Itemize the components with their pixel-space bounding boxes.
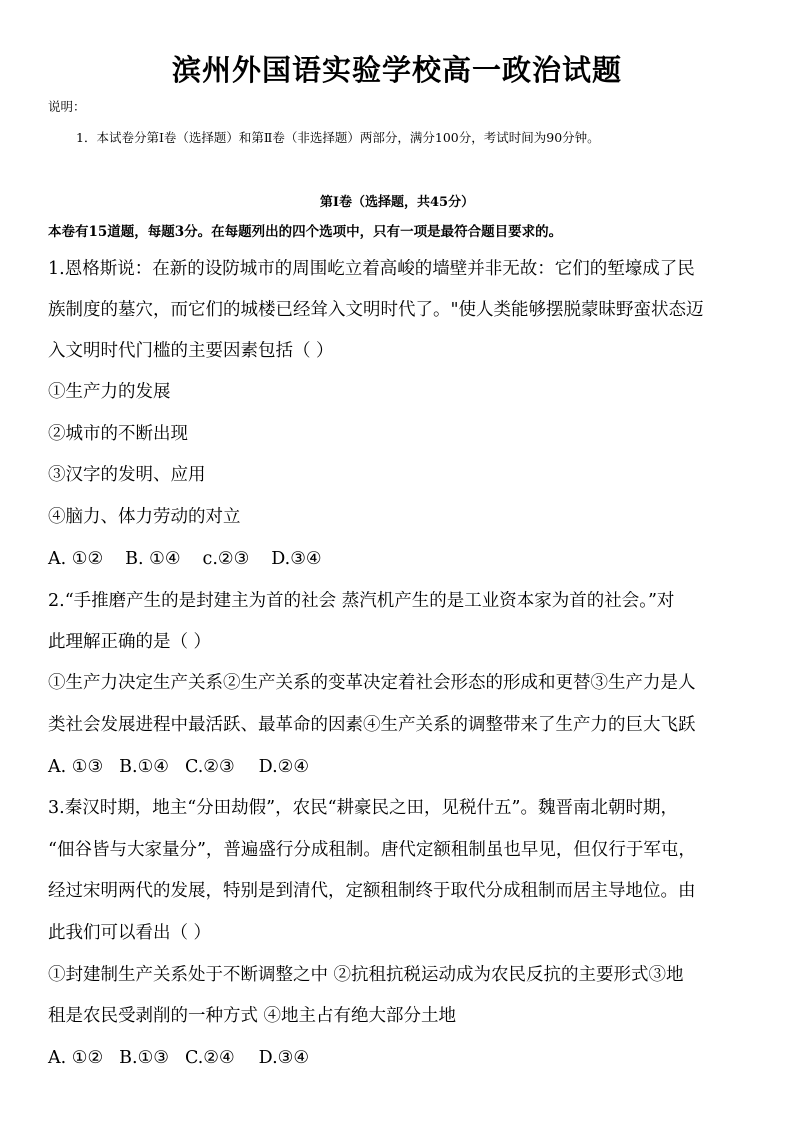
notes-label: 说明： xyxy=(48,99,86,114)
question-text-line: 此我们可以看出（ ） xyxy=(48,923,212,943)
notes-item-1: 1．本试卷分第Ⅰ卷（选择题）和第Ⅱ卷（非选择题）两部分，满分100分，考试时间为90分钟。 xyxy=(76,130,600,145)
question-text-line: 入文明时代门槛的主要因素包括（ ） xyxy=(48,341,334,361)
statement-line: ①生产力决定生产关系②生产关系的变革决定着社会形态的形成和更替③生产力是人 xyxy=(48,673,696,693)
question-text-line: 此理解正确的是（ ） xyxy=(48,632,212,652)
question-text-line: 2.“手推磨产生的是封建主为首的社会 蒸汽机产生的是工业资本家为首的社会。”对 xyxy=(48,591,675,611)
option-d: D.③④ xyxy=(271,549,322,569)
option-c: C.②④ xyxy=(184,1048,235,1068)
statement-line: ④脑力、体力劳动的对立 xyxy=(48,507,241,527)
statement-line: ③汉字的发明、应用 xyxy=(48,465,206,485)
page-title: 滨州外国语实验学校高一政治试题 xyxy=(171,53,622,87)
statement-line: ①封建制生产关系处于不断调整之中 ②抗租抗税运动成为农民反抗的主要形式③地 xyxy=(48,965,684,985)
answer-options xyxy=(48,548,322,570)
option-d: D.②④ xyxy=(258,757,310,777)
question-text-line: 1.恩格斯说：在新的设防城市的周围屹立着高峻的墙壁并非无故：它们的堑壕成了民 xyxy=(48,259,695,279)
question-text-line: 3.秦汉时期，地主“分田劫假”，农民“耕豪民之田，见税什五”。魏晋南北朝时期， xyxy=(48,798,678,818)
section-instruction: 本卷有15道题，每题3分。在每题列出的四个选项中，只有一项是最符合题目要求的。 xyxy=(48,224,563,240)
option-a: A. ①③ xyxy=(48,757,104,777)
question-text-line: 经过宋明两代的发展，特别是到清代，定额租制终于取代分成租制而居主导地位。由 xyxy=(48,881,696,901)
answer-options xyxy=(48,756,309,778)
option-b: B.①④ xyxy=(119,757,169,777)
statement-line: 租是农民受剥削的一种方式 ④地主占有绝大部分土地 xyxy=(48,1006,457,1026)
option-c: C.②③ xyxy=(184,757,235,777)
option-b: B.①③ xyxy=(119,1048,169,1068)
statement-line: ②城市的不断出现 xyxy=(48,424,188,444)
section-title: 第Ⅰ卷（选择题，共45分） xyxy=(319,195,475,210)
question-text-line: “佃谷皆与大家量分”，普遍盛行分成租制。唐代定额租制虽也早见，但仅行于军屯， xyxy=(48,840,696,860)
question-text-line: 族制度的墓穴，而它们的城楼已经耸入文明时代了。"使人类能够摆脱蒙昧野蛮状态迈 xyxy=(48,300,704,320)
option-d: D.③④ xyxy=(258,1048,310,1068)
option-b: B. ①④ xyxy=(125,549,181,569)
answer-options xyxy=(48,1047,309,1069)
option-c: c.②③ xyxy=(202,549,250,569)
option-a: A. ①② xyxy=(48,1048,104,1068)
option-a: A. ①② xyxy=(48,549,104,569)
statement-line: ①生产力的发展 xyxy=(48,382,171,402)
statement-line: 类社会发展进程中最活跃、最革命的因素④生产关系的调整带来了生产力的巨大飞跃 xyxy=(48,715,696,735)
